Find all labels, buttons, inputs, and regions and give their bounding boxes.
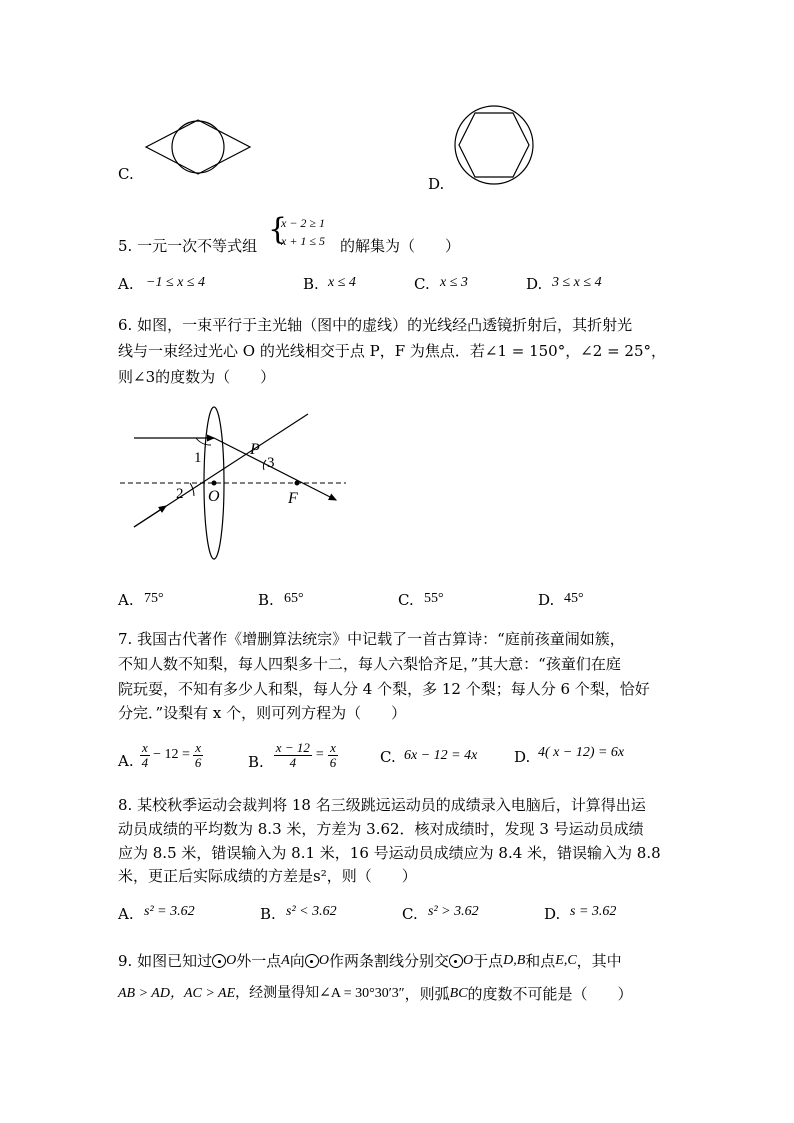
q7-option-d-label: D.: [514, 748, 531, 766]
circle-symbol-icon: [449, 954, 463, 968]
point-f-label: F: [288, 490, 298, 507]
q5-option-d-text: 3 ≤ x ≤ 4: [552, 275, 602, 290]
q8-option-c-text: s² > 3.62: [428, 904, 479, 919]
q7-option-a-label: A.: [118, 752, 134, 770]
q8-option-a-label: A.: [118, 905, 134, 923]
q7-option-a: A. $\frac{x}{4}$ − 12 = $\frac{x}{6}$: [118, 739, 202, 770]
q8-line-2: 动员成绩的平均数为 8.3 米，方差为 3.62．核对成绩时，发现 3 号运动员成绩: [118, 820, 644, 838]
q9-line-2: AB > AD，AC > AE ，经测量得知∠A = 30°30′3″ ，则弧 BC 的度数不可能是（ ）: [118, 985, 633, 1003]
q5-option-d-label: D.: [526, 275, 543, 293]
q5-system-brace: {: [268, 212, 288, 247]
q9-line-1: 9. 如图已知过 O 外一点 A 向 O 作两条割线分别交 O 于点 D,B 和点 E,C ，其中: [118, 952, 622, 970]
q6-lens-diagram: [118, 400, 358, 565]
q5-inequality-1: x − 2 ≥ 1: [281, 216, 326, 230]
q7-option-b-label: B.: [248, 753, 264, 771]
q7-line-1: 7. 我国古代著作《增删算法统宗》中记载了一首古算诗：“庭前孩童闹如簇，: [118, 630, 625, 648]
q5-option-b-label: B.: [303, 275, 319, 293]
q6-line-1: 6. 如图，一束平行于主光轴（图中的虚线）的光线经凸透镜折射后，其折射光: [118, 316, 633, 334]
q8-option-d-label: D.: [544, 905, 561, 923]
q6-option-c-label: C.: [398, 591, 414, 609]
q5-suffix: 的解集为（ ）: [340, 237, 461, 255]
q7-option-c-text: 6x − 12 = 4x: [404, 748, 478, 763]
q6-option-c-text: 55°: [424, 591, 444, 606]
q5-option-a-text: −1 ≤ x ≤ 4: [146, 275, 206, 290]
q6-line-2: 线与一束经过光心 O 的光线相交于点 P，F 为焦点．若∠1 = 150°，∠2 = 25°，: [118, 342, 667, 360]
point-p-label: P: [250, 441, 260, 458]
q8-line-1: 8. 某校秋季运动会裁判将 18 名三级跳远运动员的成绩录入电脑后，计算得出运: [118, 796, 646, 814]
q8-option-d-text: s = 3.62: [570, 904, 617, 919]
q4-figure-d-hexagon-in-circle: [452, 103, 536, 187]
circle-symbol-icon: [212, 954, 226, 968]
q4-figure-c-circle-in-rhombus: [144, 118, 252, 176]
q6-option-b-text: 65°: [284, 591, 304, 606]
angle-3-label: 3: [267, 455, 275, 471]
q7-line-3: 院玩耍，不知有多少人和梨，每人分 4 个梨，多 12 个梨；每人分 6 个梨，恰好: [118, 680, 650, 698]
q6-option-d-label: D.: [538, 591, 555, 609]
q7-option-d-text: 4( x − 12) = 6x: [538, 745, 625, 760]
q6-option-a-label: A.: [118, 591, 134, 609]
point-o-label: O: [208, 488, 220, 505]
q5-option-c-label: C.: [414, 275, 430, 293]
q8-option-a-text: s² = 3.62: [144, 904, 195, 919]
angle-2-label: 2: [176, 486, 184, 502]
q5-option-a-label: A.: [118, 275, 134, 293]
q4-option-d-label: D.: [428, 175, 445, 193]
q6-option-a-text: 75°: [144, 591, 164, 606]
q5-prefix: 5. 一元一次不等式组: [118, 237, 258, 255]
angle-1-label: 1: [194, 450, 202, 466]
q8-option-b-text: s² < 3.62: [286, 904, 337, 919]
q7-option-b: B. $\frac{x - 12}{4}$ = $\frac{x}{6}$: [248, 739, 337, 771]
q5-option-c-text: x ≤ 3: [440, 275, 468, 290]
refracted-ray: [214, 438, 336, 500]
q5-option-b-text: x ≤ 4: [328, 275, 356, 290]
q7-line-4: 分完．”设梨有 x 个，则可列方程为（ ）: [118, 704, 407, 722]
q8-option-c-label: C.: [402, 905, 418, 923]
q8-option-b-label: B.: [260, 905, 276, 923]
q8-line-4: 米，更正后实际成绩的方差是s²，则（ ）: [118, 867, 417, 885]
q7-line-2: 不知人数不知梨，每人四梨多十二，每人六梨恰齐足，”其大意：“孩童们在庭: [118, 655, 621, 673]
circle-symbol-icon: [305, 954, 319, 968]
q8-line-3: 应为 8.5 米，错误输入为 8.1 米，16 号运动员成绩应为 8.4 米，错误输入为 8.8: [118, 844, 661, 862]
q6-line-3: 则∠3的度数为（ ）: [118, 368, 276, 386]
q4-option-c-label: C.: [118, 165, 134, 183]
q6-option-d-text: 45°: [564, 591, 584, 606]
q5-inequality-2: x + 1 ≤ 5: [281, 234, 326, 248]
q6-option-b-label: B.: [258, 591, 274, 609]
q7-option-c-label: C.: [380, 748, 396, 766]
